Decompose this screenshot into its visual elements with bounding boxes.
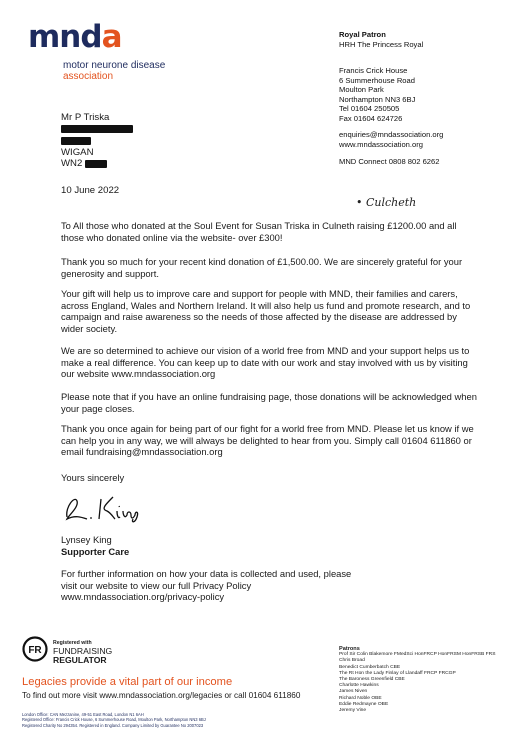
legacy-visit-line: To find out more visit www.mndassociation.org/legacies or call 01604 611860 (22, 691, 301, 700)
paragraph-6: Thank you once again for being part of our fight for a world free from MND. Please let us know if we can help you in any way, we will always be delighted to hear from you. Simply call 01604 611860 or email fundraising@mndassociation.org (61, 423, 474, 457)
royal-patron-name: HRH The Princess Royal (339, 39, 424, 49)
logo-tagline (63, 60, 165, 82)
address-line2: 6 Summerhouse Road (339, 75, 415, 85)
patron-name: Prof Sir Colin Blakemore FMedSci HonFRCP HonFRSM HonFRSB FRS (339, 652, 496, 658)
letter-date: 10 June 2022 (61, 185, 120, 196)
paragraph-1: To All those who donated at the Soul Event for Susan Triska in Culneth raising £1200.00 and all those who donated online via the website- over £300! (61, 220, 457, 243)
recipient-address (61, 112, 133, 170)
contact-fax: Fax 01604 624726 (339, 113, 403, 123)
patron-name: Jeremy Vine (339, 708, 367, 714)
patron-name: Charlotte Hawkins (339, 683, 379, 689)
address-line4: Northampton NN3 6BJ (339, 94, 416, 104)
recipient-town: WIGAN (61, 146, 94, 158)
signature-image (61, 489, 141, 525)
privacy-line1: For further information on how your data is collected and used, please (61, 568, 352, 579)
royal-patron-title: Royal Patron (339, 30, 386, 39)
patron-name: The Rt Hon the Lady Finlay of Llandaff FRCP FRCGP (339, 670, 456, 676)
privacy-link[interactable]: www.mndassociation.org/privacy-policy (61, 591, 225, 602)
paragraph-2: Thank you so much for your recent kind donation of £1,500.00. We are sincerely grateful for your generosity and support. (61, 256, 463, 279)
patron-name: Eddie Redmayne OBE (339, 701, 389, 707)
fr-name-1: FUNDRAISING (53, 646, 113, 656)
patron-name: Chris Broad (339, 658, 365, 664)
fr-mark-text: FR (28, 645, 42, 656)
logo-word-accent: a (101, 19, 122, 55)
patron-name: Benedict Cumberbatch CBE (339, 664, 401, 670)
recipient-name: Mr P Triska (61, 112, 110, 123)
redacted-line1 (61, 124, 133, 136)
privacy-notice (61, 568, 481, 603)
salutation: Yours sincerely (61, 472, 125, 483)
logo-tagline-line1: motor neurone disease (63, 60, 166, 71)
privacy-line2: visit our website to view our full Privacy Policy (61, 579, 252, 591)
legal-line2: Registered Office: Francis Crick House, 6 Summerhouse Road, Moulton Park, Northampton NN3 6BJ (22, 717, 206, 723)
mnda-logo (28, 19, 122, 55)
royal-patron-block (339, 30, 423, 49)
address-line1: Francis Crick House (339, 66, 408, 75)
patron-name: Richard Noble OBE (339, 695, 382, 701)
patron-name: James Niven (339, 689, 368, 695)
contact-email[interactable]: enquiries@mndassociation.org (339, 130, 444, 139)
signer-name: Lynsey King (61, 534, 112, 545)
signer-role: Supporter Care (61, 545, 130, 557)
paragraph-3: Your gift will help us to improve care and support for people with MND, their families and carers, across England, Wales and Northern Ireland. It will also help us fund and promote research, and to campaign and raise awareness so the needs of those affected by the disease are addressed by wider society. (61, 288, 471, 334)
contact-tel: Tel 01604 250505 (339, 104, 400, 114)
mnd-connect: MND Connect 0808 802 6262 (339, 157, 440, 166)
recipient-postcode (61, 158, 133, 170)
address-line3: Moulton Park (339, 85, 384, 95)
fundraising-regulator-text (53, 640, 112, 664)
patron-name: The Baroness Greenfield CBE (339, 677, 405, 683)
legal-footer (22, 712, 206, 728)
logo-word-main: mnd (28, 19, 102, 55)
signer-block (61, 534, 129, 557)
redacted-line2 (61, 135, 133, 147)
legacy-headline: Legacies provide a vital part of our income (22, 676, 233, 688)
patrons-list (339, 646, 495, 714)
paragraph-4: We are so determined to achieve our vision of a world free from MND and your support helps us to make a real difference. You can keep up to date with our work and stay involved with us by visiting our website www.mndassociation.org (61, 345, 470, 379)
postcode-prefix: WN2 (61, 158, 83, 170)
logo-tagline-line2: association (63, 71, 114, 82)
legal-line3: Registered Charity No 294354. Registered in England. Company Limited by Guarantee No 2007023 (22, 722, 204, 728)
paragraph-5: Please note that if you have an online fundraising page, those donations will be acknowledged when your page closes. (61, 391, 477, 414)
contact-online (339, 130, 443, 149)
fundraising-regulator-icon (22, 636, 48, 662)
contact-web[interactable]: www.mndassociation.org (339, 139, 423, 149)
legal-line1: London Office: CAN Mezzanine, 49-51 East Road, London N1 6AH (22, 712, 144, 717)
handwritten-note: • Culcheth (356, 196, 417, 209)
fr-name-2: REGULATOR (53, 654, 107, 665)
contact-block (339, 66, 415, 124)
fr-registered: Registered with (53, 640, 92, 646)
patrons-heading: Patrons (339, 646, 360, 652)
